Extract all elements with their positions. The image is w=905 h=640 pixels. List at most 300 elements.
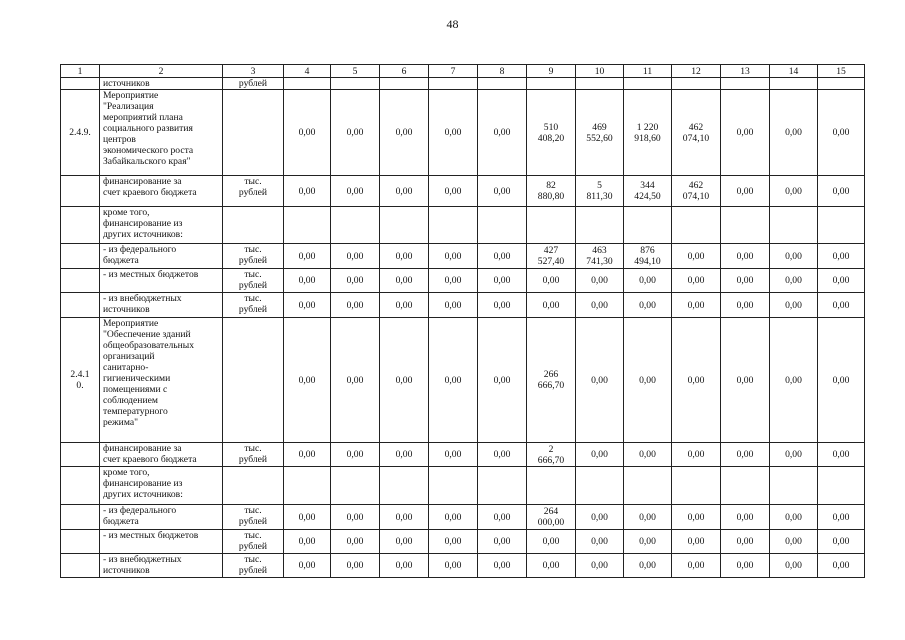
description-cell xyxy=(100,90,223,176)
value-cell-col-5 xyxy=(331,554,380,578)
value-line: 0,00 xyxy=(736,374,754,386)
table-row xyxy=(61,293,865,318)
value-cell-col-14 xyxy=(770,207,818,244)
unit-line: рублей xyxy=(238,516,268,527)
value-cell-col-13 xyxy=(721,443,770,467)
description-line: "Обеспечение зданий xyxy=(103,329,191,340)
value-line: 0,00 xyxy=(591,374,608,386)
value-line: 0,00 xyxy=(736,299,754,311)
description-cell xyxy=(100,505,223,530)
value-line: 0,00 xyxy=(591,275,608,286)
value-cell-col-10 xyxy=(576,207,624,244)
value-cell-col-7 xyxy=(429,505,478,530)
value-cell-col-6 xyxy=(380,269,429,293)
value-cell-col-10 xyxy=(576,269,624,293)
value-line: 0,00 xyxy=(639,536,656,547)
value-line: 0,00 xyxy=(444,449,462,460)
value-line: 0,00 xyxy=(444,374,462,386)
value-line: 0,00 xyxy=(542,275,560,286)
description-line: - из федерального xyxy=(103,244,177,255)
value-cell-col-8 xyxy=(478,293,527,318)
value-cell-col-5 xyxy=(331,467,380,505)
description-line: организаций xyxy=(103,351,155,362)
description-line: - из федерального xyxy=(103,505,177,516)
value-line: 82 xyxy=(546,180,556,191)
unit-line: тыс. xyxy=(244,554,262,565)
description-cell xyxy=(100,244,223,269)
value-cell-col-7 xyxy=(429,554,478,578)
value-cell-col-11 xyxy=(624,554,672,578)
value-cell-col-5 xyxy=(331,443,380,467)
value-cell-col-13 xyxy=(721,78,770,90)
value-cell-col-10 xyxy=(576,467,624,505)
unit-line: рублей xyxy=(238,280,268,291)
value-cell-col-15 xyxy=(818,269,865,293)
table-row xyxy=(61,269,865,293)
value-cell-col-11 xyxy=(624,505,672,530)
value-cell-col-12 xyxy=(672,554,721,578)
value-cell-col-11 xyxy=(624,443,672,467)
description-line: бюджета xyxy=(103,516,139,527)
value-cell-col-12 xyxy=(672,530,721,554)
value-cell-col-13 xyxy=(721,90,770,176)
description-line: других источников: xyxy=(103,489,183,500)
value-cell-col-7 xyxy=(429,293,478,318)
value-line: 0,00 xyxy=(493,560,511,571)
value-cell-col-15 xyxy=(818,443,865,467)
value-cell-col-7 xyxy=(429,318,478,443)
table-row xyxy=(61,443,865,467)
value-line: 527,40 xyxy=(537,256,565,267)
value-cell-col-14 xyxy=(770,554,818,578)
value-line: 2 xyxy=(548,443,554,455)
value-cell-col-9 xyxy=(527,90,576,176)
value-line: 552,60 xyxy=(586,132,613,144)
value-line: 463 xyxy=(592,245,607,256)
table-row xyxy=(61,318,865,443)
value-line: 074,10 xyxy=(682,132,710,144)
value-cell-col-11 xyxy=(624,269,672,293)
value-cell-col-6 xyxy=(380,244,429,269)
value-cell-col-12 xyxy=(672,293,721,318)
col-header-14: 14 xyxy=(770,65,818,78)
value-line: 0,00 xyxy=(395,185,413,197)
value-cell-col-9 xyxy=(527,530,576,554)
description-line: санитарно- xyxy=(103,362,149,373)
value-cell-col-13 xyxy=(721,207,770,244)
value-line: 0,00 xyxy=(346,185,364,197)
value-line: 427 xyxy=(543,245,559,256)
value-cell-col-9 xyxy=(527,443,576,467)
value-cell-col-6 xyxy=(380,467,429,505)
value-line: 0,00 xyxy=(298,374,316,386)
value-cell-col-12 xyxy=(672,269,721,293)
value-line: 741,30 xyxy=(586,256,613,267)
value-line: 0,00 xyxy=(736,511,754,523)
value-cell-col-15 xyxy=(818,318,865,443)
description-line: финансирование за xyxy=(103,443,182,454)
col-header-4: 4 xyxy=(284,65,331,78)
value-cell-col-8 xyxy=(478,318,527,443)
col-header-13: 13 xyxy=(721,65,770,78)
value-line: 0,00 xyxy=(832,185,850,197)
value-cell-col-7 xyxy=(429,467,478,505)
value-line: 0,00 xyxy=(832,536,850,547)
item-number-cell xyxy=(61,530,100,554)
value-cell-col-7 xyxy=(429,244,478,269)
description-cell xyxy=(100,176,223,207)
unit-line: рублей xyxy=(238,304,268,315)
value-line: 0,00 xyxy=(395,127,413,138)
value-cell-col-5 xyxy=(331,207,380,244)
value-cell-col-9 xyxy=(527,554,576,578)
item-number-cell xyxy=(61,293,100,318)
value-line: 0,00 xyxy=(832,374,850,386)
value-line: 0,00 xyxy=(591,449,608,460)
value-cell-col-6 xyxy=(380,78,429,90)
value-cell-col-6 xyxy=(380,554,429,578)
value-cell-col-15 xyxy=(818,244,865,269)
value-line: 0,00 xyxy=(493,299,511,311)
value-cell-col-12 xyxy=(672,244,721,269)
value-cell-col-15 xyxy=(818,78,865,90)
value-line: 0,00 xyxy=(639,449,656,460)
value-line: 0,00 xyxy=(687,536,705,547)
item-number-cell xyxy=(61,554,100,578)
value-line: 0,00 xyxy=(832,511,850,523)
value-cell-col-12 xyxy=(672,505,721,530)
value-cell-col-10 xyxy=(576,318,624,443)
value-cell-col-14 xyxy=(770,293,818,318)
description-line: бюджета xyxy=(103,255,139,266)
value-line: 0,00 xyxy=(298,185,316,197)
value-line: 462 xyxy=(688,180,704,191)
item-number-line: 2.4.1 xyxy=(70,369,90,380)
unit-cell xyxy=(223,90,284,176)
table-row xyxy=(61,207,865,244)
value-cell-col-5 xyxy=(331,293,380,318)
description-cell xyxy=(100,554,223,578)
col-header-9: 9 xyxy=(527,65,576,78)
value-line: 0,00 xyxy=(493,536,511,547)
value-line: 0,00 xyxy=(785,560,802,571)
value-cell-col-8 xyxy=(478,90,527,176)
description-cell xyxy=(100,530,223,554)
value-line: 0,00 xyxy=(542,299,560,311)
value-cell-col-5 xyxy=(331,78,380,90)
value-line: 0,00 xyxy=(395,449,413,460)
value-line: 0,00 xyxy=(785,250,802,262)
description-line: помещениями с xyxy=(103,384,168,395)
value-line: 0,00 xyxy=(493,250,511,262)
description-line: общеобразовательных xyxy=(103,340,194,351)
value-cell-col-10 xyxy=(576,530,624,554)
description-line: Забайкальского края" xyxy=(103,156,191,167)
value-cell-col-14 xyxy=(770,530,818,554)
col-header-8: 8 xyxy=(478,65,527,78)
value-line: 0,00 xyxy=(444,560,462,571)
value-cell-col-4 xyxy=(284,90,331,176)
value-line: 0,00 xyxy=(395,374,413,386)
value-cell-col-15 xyxy=(818,293,865,318)
unit-line: рублей xyxy=(238,187,268,198)
value-cell-col-12 xyxy=(672,443,721,467)
value-line: 0,00 xyxy=(444,275,462,286)
col-header-10: 10 xyxy=(576,65,624,78)
value-line: 0,00 xyxy=(736,536,754,547)
value-cell-col-9 xyxy=(527,467,576,505)
value-line: 0,00 xyxy=(395,250,413,262)
value-cell-col-11 xyxy=(624,78,672,90)
value-line: 0,00 xyxy=(395,560,413,571)
description-line: режима" xyxy=(103,417,138,428)
value-line: 0,00 xyxy=(832,299,850,311)
value-cell-col-9 xyxy=(527,293,576,318)
unit-cell xyxy=(223,467,284,505)
value-line: 408,20 xyxy=(537,132,565,144)
value-cell-col-4 xyxy=(284,505,331,530)
item-number-cell xyxy=(61,505,100,530)
value-cell-col-12 xyxy=(672,176,721,207)
unit-line: тыс. xyxy=(244,443,262,454)
description-line: источников xyxy=(103,78,150,89)
description-line: социального развития xyxy=(103,123,193,134)
value-cell-col-10 xyxy=(576,244,624,269)
table-row xyxy=(61,90,865,176)
unit-line: рублей xyxy=(238,565,268,576)
value-line: 0,00 xyxy=(298,250,316,262)
value-line: 0,00 xyxy=(832,275,850,286)
unit-line: рублей xyxy=(238,454,268,465)
value-line: 0,00 xyxy=(736,449,754,460)
description-line: "Реализация xyxy=(103,101,154,112)
value-cell-col-8 xyxy=(478,443,527,467)
value-cell-col-5 xyxy=(331,176,380,207)
value-line: 0,00 xyxy=(832,127,850,138)
value-line: 424,50 xyxy=(634,191,661,202)
description-line: - из местных бюджетов xyxy=(103,530,199,541)
value-line: 0,00 xyxy=(832,560,850,571)
value-cell-col-8 xyxy=(478,176,527,207)
unit-line: рублей xyxy=(238,78,268,89)
value-cell-col-11 xyxy=(624,530,672,554)
value-line: 000,00 xyxy=(537,517,565,528)
value-line: 0,00 xyxy=(591,299,608,311)
unit-cell xyxy=(223,530,284,554)
unit-line: тыс. xyxy=(244,176,262,187)
value-line: 0,00 xyxy=(298,560,316,571)
value-cell-col-14 xyxy=(770,176,818,207)
value-line: 0,00 xyxy=(785,275,802,286)
value-cell-col-14 xyxy=(770,90,818,176)
value-line: 0,00 xyxy=(444,127,462,138)
description-cell xyxy=(100,443,223,467)
unit-cell xyxy=(223,244,284,269)
unit-line: тыс. xyxy=(244,530,262,541)
description-line: - из внебюджетных xyxy=(103,554,182,565)
unit-line: тыс. xyxy=(244,293,262,304)
value-cell-col-6 xyxy=(380,207,429,244)
unit-line: тыс. xyxy=(244,244,262,255)
value-cell-col-4 xyxy=(284,244,331,269)
description-line: температурного xyxy=(103,406,168,417)
description-cell xyxy=(100,269,223,293)
value-line: 0,00 xyxy=(346,536,364,547)
value-line: 0,00 xyxy=(346,127,364,138)
value-cell-col-11 xyxy=(624,244,672,269)
description-line: финансирование за xyxy=(103,176,182,187)
value-line: 0,00 xyxy=(346,449,364,460)
col-header-11: 11 xyxy=(624,65,672,78)
value-line: 0,00 xyxy=(444,536,462,547)
value-cell-col-11 xyxy=(624,176,672,207)
value-line: 0,00 xyxy=(591,536,608,547)
value-cell-col-6 xyxy=(380,293,429,318)
value-cell-col-4 xyxy=(284,318,331,443)
value-line: 811,30 xyxy=(586,191,613,202)
value-line: 5 xyxy=(597,180,602,191)
value-line: 0,00 xyxy=(346,560,364,571)
description-cell xyxy=(100,78,223,90)
value-cell-col-5 xyxy=(331,505,380,530)
value-line: 0,00 xyxy=(785,185,802,197)
description-line: других источников: xyxy=(103,229,183,240)
value-line: 0,00 xyxy=(687,511,705,523)
value-cell-col-9 xyxy=(527,244,576,269)
unit-line: рублей xyxy=(238,541,268,552)
description-line: финансирование из xyxy=(103,218,183,229)
table-row xyxy=(61,554,865,578)
col-header-12: 12 xyxy=(672,65,721,78)
col-header-15: 15 xyxy=(818,65,865,78)
value-line: 0,00 xyxy=(346,299,364,311)
unit-cell xyxy=(223,293,284,318)
value-cell-col-13 xyxy=(721,269,770,293)
value-line: 0,00 xyxy=(493,127,511,138)
unit-cell xyxy=(223,443,284,467)
value-cell-col-4 xyxy=(284,554,331,578)
value-line: 0,00 xyxy=(346,275,364,286)
value-cell-col-14 xyxy=(770,443,818,467)
value-cell-col-7 xyxy=(429,269,478,293)
value-line: 0,00 xyxy=(785,511,802,523)
value-cell-col-4 xyxy=(284,467,331,505)
value-cell-col-11 xyxy=(624,467,672,505)
value-cell-col-9 xyxy=(527,176,576,207)
value-line: 0,00 xyxy=(493,185,511,197)
unit-cell xyxy=(223,505,284,530)
value-line: 666,70 xyxy=(537,454,565,466)
value-line: 1 220 xyxy=(636,121,659,133)
value-cell-col-9 xyxy=(527,269,576,293)
unit-cell xyxy=(223,78,284,90)
value-line: 0,00 xyxy=(298,127,316,138)
value-cell-col-4 xyxy=(284,207,331,244)
value-line: 0,00 xyxy=(687,449,705,460)
value-cell-col-6 xyxy=(380,318,429,443)
description-cell xyxy=(100,467,223,505)
value-cell-col-8 xyxy=(478,505,527,530)
value-cell-col-13 xyxy=(721,505,770,530)
value-cell-col-6 xyxy=(380,530,429,554)
value-cell-col-8 xyxy=(478,78,527,90)
unit-cell xyxy=(223,269,284,293)
page-number: 48 xyxy=(446,17,459,31)
value-line: 0,00 xyxy=(542,560,560,571)
description-line: источников xyxy=(103,304,150,315)
value-cell-col-4 xyxy=(284,530,331,554)
value-cell-col-8 xyxy=(478,554,527,578)
value-line: 0,00 xyxy=(832,449,850,460)
description-line: источников xyxy=(103,565,150,576)
table-row xyxy=(61,244,865,269)
value-line: 0,00 xyxy=(444,250,462,262)
value-cell-col-8 xyxy=(478,207,527,244)
value-line: 510 xyxy=(543,121,559,133)
header-row xyxy=(61,65,865,78)
value-cell-col-7 xyxy=(429,78,478,90)
description-line: соблюдением xyxy=(103,395,158,406)
description-line: Мероприятие xyxy=(103,90,159,101)
col-header-1: 1 xyxy=(61,65,100,78)
value-cell-col-12 xyxy=(672,318,721,443)
value-line: 0,00 xyxy=(687,560,705,571)
value-cell-col-6 xyxy=(380,443,429,467)
value-line: 666,70 xyxy=(537,380,565,391)
value-line: 0,00 xyxy=(687,250,705,262)
value-cell-col-15 xyxy=(818,176,865,207)
item-number-line: 2.4.9. xyxy=(69,127,91,138)
value-line: 469 xyxy=(592,121,607,133)
value-cell-col-13 xyxy=(721,318,770,443)
value-line: 0,00 xyxy=(785,449,802,460)
value-cell-col-15 xyxy=(818,530,865,554)
value-cell-col-7 xyxy=(429,530,478,554)
description-cell xyxy=(100,293,223,318)
col-header-7: 7 xyxy=(429,65,478,78)
value-line: 0,00 xyxy=(444,185,462,197)
value-cell-col-15 xyxy=(818,90,865,176)
value-line: 0,00 xyxy=(298,449,316,460)
value-cell-col-8 xyxy=(478,244,527,269)
value-cell-col-13 xyxy=(721,176,770,207)
budget-table xyxy=(60,64,865,578)
unit-line: рублей xyxy=(238,255,268,266)
description-line: финансирование из xyxy=(103,478,183,489)
value-cell-col-14 xyxy=(770,244,818,269)
value-cell-col-13 xyxy=(721,293,770,318)
value-cell-col-4 xyxy=(284,443,331,467)
table-body xyxy=(61,78,865,578)
col-header-2: 2 xyxy=(100,65,223,78)
description-cell xyxy=(100,318,223,443)
value-cell-col-11 xyxy=(624,318,672,443)
value-line: 0,00 xyxy=(444,511,462,523)
value-cell-col-4 xyxy=(284,293,331,318)
value-line: 0,00 xyxy=(395,511,413,523)
value-cell-col-10 xyxy=(576,176,624,207)
description-line: - из внебюджетных xyxy=(103,293,182,304)
description-line: счет краевого бюджета xyxy=(103,187,197,198)
item-number-cell xyxy=(61,244,100,269)
value-cell-col-13 xyxy=(721,554,770,578)
value-line: 0,00 xyxy=(736,127,754,138)
table-row xyxy=(61,505,865,530)
value-line: 0,00 xyxy=(785,536,802,547)
table-row xyxy=(61,530,865,554)
value-cell-col-11 xyxy=(624,207,672,244)
unit-line: тыс. xyxy=(244,505,262,516)
